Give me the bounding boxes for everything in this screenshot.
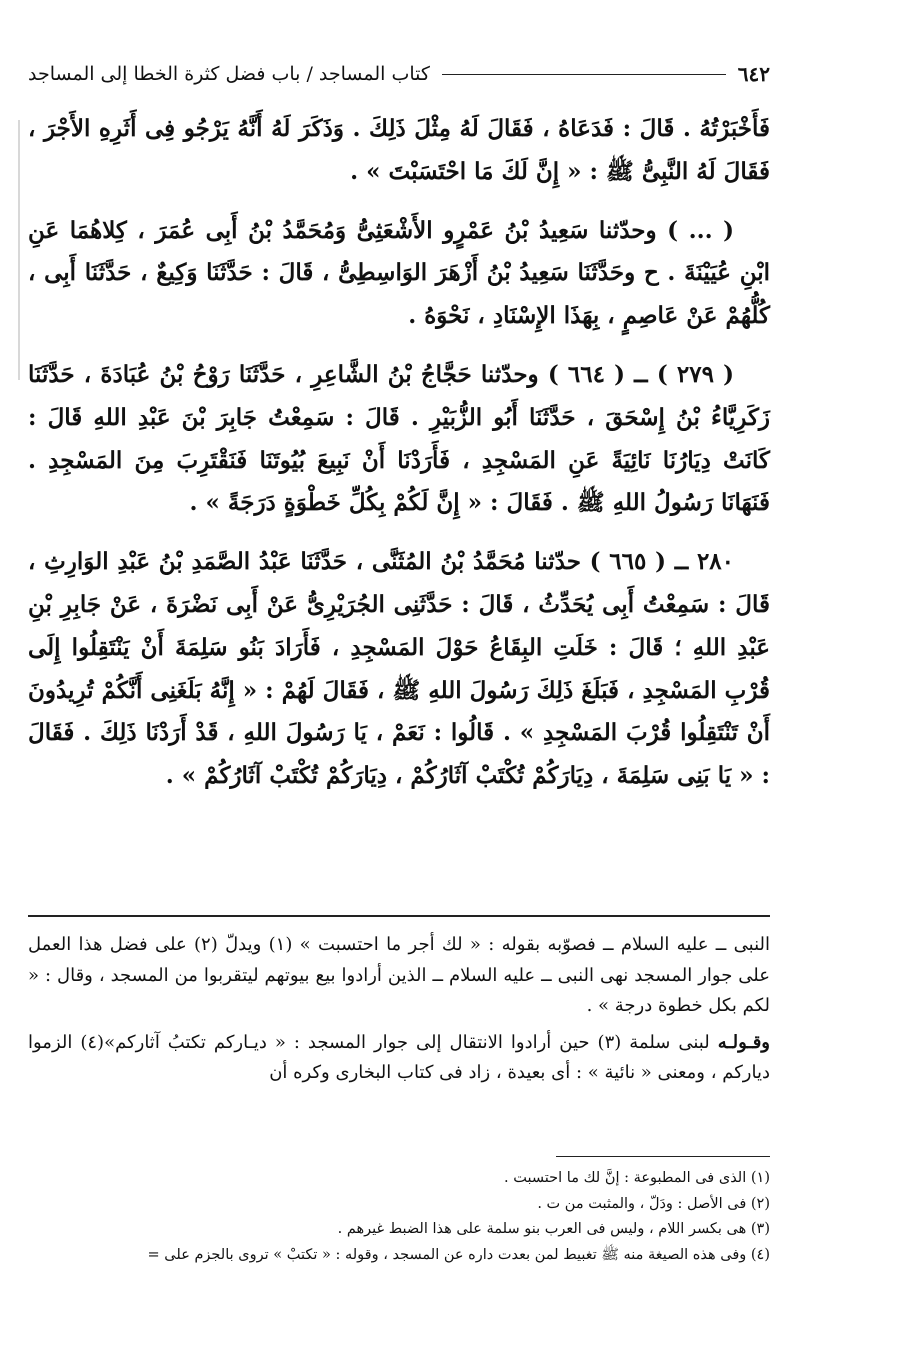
hadith-paragraph-4: ٢٨٠ ــ ( ٦٦٥ ) حدّثنا مُحَمَّدُ بْنُ المُثَنَّى ، حَدَّثَنَا عَبْدُ الصَّمَدِ بْنُ عَبْدِ الوَارِثِ ، قَالَ : سَمِعْتُ أَبِى يُحَدِّثُ ، قَالَ : حَدَّثَنِى الجُرَيْرِىُّ عَنْ أَبِى نَضْرَةَ ، عَنْ جَابِرِ بْنِ عَبْدِ اللهِ ؛ قَالَ : خَلَتِ البِقَاعُ حَوْلَ المَسْجِدِ ، فَأَرَادَ بَنُو سَلِمَةَ أَنْ يَنْتَقِلُوا إِلَى قُرْبِ المَسْجِدِ ، فَبَلَغَ ذَلِكَ رَسُولَ اللهِ ﷺ ، فَقَالَ لَهُمْ : « إِنَّهُ بَلَغَنِى أَنَّكُمْ تُرِيدُونَ أَنْ تَنْتَقِلُوا قُرْبَ المَسْجِدِ » . قَالُوا : نَعَمْ ، يَا رَسُولَ اللهِ ، قَدْ أَرَدْنَا ذَلِكَ . فَقَالَ : « يَا بَنِى سَلِمَةَ ، دِيَارَكُمْ تُكْتَبْ آثَارُكُمْ ، دِيَارَكُمْ تُكْتَبْ آثَارُكُمْ » . bbox=[28, 548, 770, 790]
commentary-text bbox=[28, 930, 770, 1095]
hadith-paragraph-1: فَأَخْبَرْتُهُ . قَالَ : فَدَعَاهُ ، فَقَالَ لَهُ مِثْلَ ذَلِكَ . وَذَكَرَ لَهُ أَنَّهُ يَرْجُو فِى أَثَرِهِ الأَجْرَ ، فَقَالَ لَهُ النَّبِىُّ ﷺ : « إِنَّ لَكَ مَا احْتَسَبْتَ » . bbox=[28, 115, 770, 185]
running-header bbox=[28, 56, 770, 92]
commentary-paragraph-2 bbox=[28, 1028, 770, 1089]
header-title: كتاب المساجد / باب فضل كثرة الخطا إلى المساجد bbox=[28, 63, 430, 85]
commentary-keyword: وقـولـه bbox=[717, 1031, 770, 1053]
hadith-text bbox=[28, 108, 770, 814]
hadith-paragraph-2: ( ... ) وحدّثنا سَعِيدُ بْنُ عَمْرٍو الأَشْعَثِىُّ وَمُحَمَّدُ بْنُ أَبِى عُمَرَ ، كِلاهُمَا عَنِ ابْنِ عُيَيْنَةَ . ح وحَدَّثَنَا سَعِيدُ بْنُ أَزْهَرَ الوَاسِطِىُّ ، قَالَ : حَدَّثَنَا وَكِيعٌ ، حَدَّثَنَا أَبِى ، كُلُّهُمْ عَنْ عَاصِمٍ ، بِهَذَا الإِسْنَادِ ، نَحْوَهُ . bbox=[28, 216, 770, 330]
footnote-1: (١) الذى فى المطبوعة : إنَّ لك ما احتسبت . bbox=[504, 1170, 770, 1186]
scan-edge-shadow bbox=[18, 120, 20, 380]
header-rule bbox=[442, 74, 726, 75]
footnote-4: (٤) وفى هذه الصيغة منه ﷺ تغبيط لمن بعدت داره عن المسجد ، وقوله : « تكتبْ » تروى بالجزم على = bbox=[147, 1246, 770, 1263]
footnote-2: (٢) فى الأصل : ودَلّ ، والمثبت من ت . bbox=[537, 1195, 770, 1212]
section-divider bbox=[28, 915, 770, 917]
footnotes bbox=[28, 1166, 770, 1268]
hadith-paragraph-3: ( ٢٧٩ ) ــ ( ٦٦٤ ) وحدّثنا حَجَّاجُ بْنُ الشَّاعِرِ ، حَدَّثَنَا رَوْحُ بْنُ عُبَادَةَ ، حَدَّثَنَا زَكَرِيَّاءُ بْنُ إِسْحَقَ ، حَدَّثَنَا أَبُو الزُّبَيْرِ . قَالَ : سَمِعْتُ جَابِرَ بْنَ عَبْدِ اللهِ قَالَ : كَانَتْ دِيَارُنَا نَائِيَةً عَنِ المَسْجِدِ ، فَأَرَدْنَا أَنْ نَبِيعَ بُيُوتَنَا فَنَقْتَرِبَ مِنَ المَسْجِدِ . فَنَهَانَا رَسُولُ اللهِ ﷺ . فَقَالَ : « إِنَّ لَكُمْ بِكُلِّ خَطْوَةٍ دَرَجَةً » . bbox=[28, 360, 770, 517]
footnote-rule bbox=[556, 1156, 770, 1157]
page-number: ٦٤٢ bbox=[737, 62, 770, 86]
commentary-paragraph-1: النبى ــ عليه السلام ــ فصوّبه بقوله : « لك أجر ما احتسبت » (١) ويدلّ (٢) على فضل هذا العمل على جوار المسجد نهى النبى ــ عليه السلام ــ الذين أرادوا بيع بيوتهم ليتقربوا من المسجد ، وقال : « لكم بكل خطوة درجة » . bbox=[28, 934, 771, 1016]
commentary-paragraph-2-text: لبنى سلمة (٣) حين أرادوا الانتقال إلى جوار المسجد : « ديـاركم تكتبُ آثاركم»(٤) الزموا دياركم ، ومعنى « نائية » : أى بعيدة ، زاد فى كتاب البخارى وكره أن bbox=[28, 1031, 770, 1083]
footnote-3: (٣) هى بكسر اللام ، وليس فى العرب بنو سلمة على هذا الضبط غيرهم . bbox=[337, 1221, 770, 1237]
